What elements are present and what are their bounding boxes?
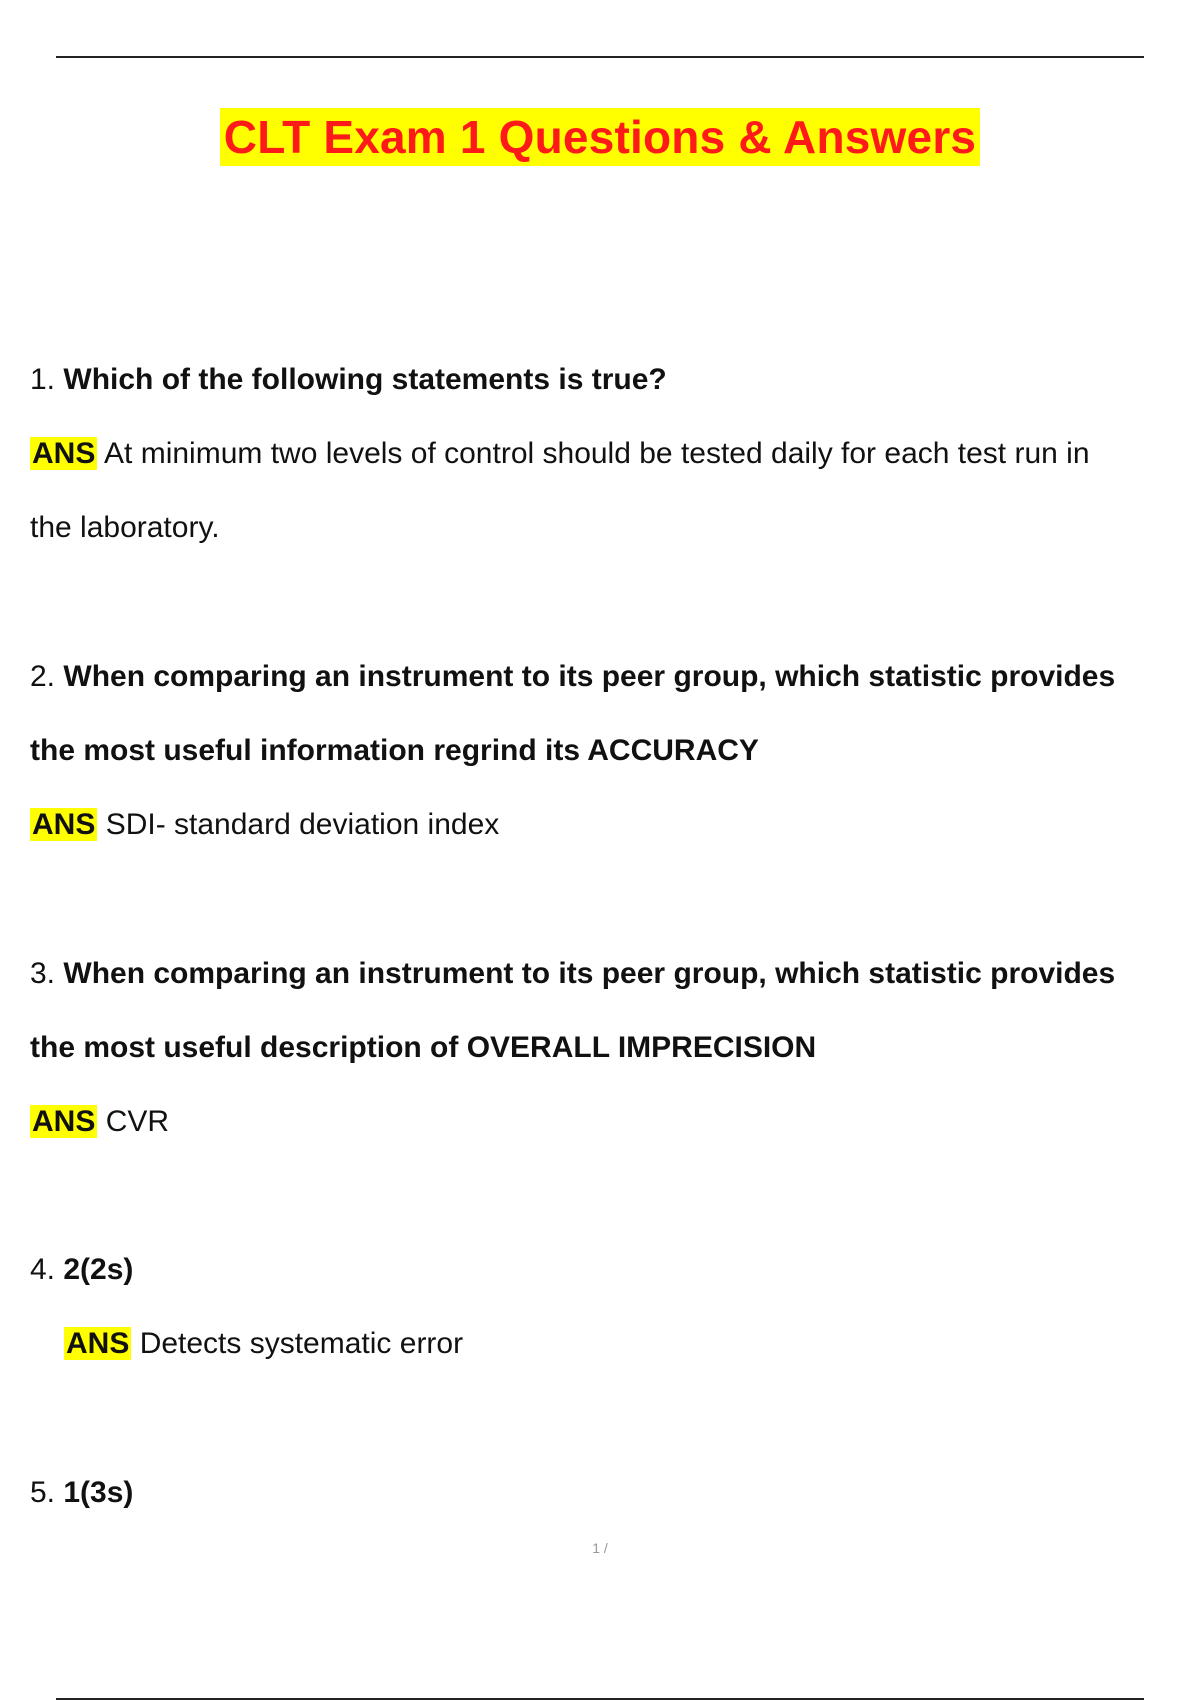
question-text: When comparing an instrument to its peer group, which statistic provides: [63, 660, 1116, 693]
answer-line: [30, 417, 1180, 491]
answer-label: ANS: [32, 1105, 96, 1138]
page-number: 1 /: [592, 1540, 608, 1556]
question-line-continued: [30, 1011, 1180, 1085]
answer-text: SDI- standard deviation index: [105, 808, 500, 841]
question-text: When comparing an instrument to its peer group, which statistic provides: [63, 957, 1116, 990]
question-text: the most useful information regrind its ACCURACY: [30, 734, 759, 767]
document-title: CLT Exam 1 Questions & Answers: [220, 108, 980, 166]
question-text: Which of the following statements is true?: [63, 363, 667, 396]
question-text: the most useful description of OVERALL IMPRECISION: [30, 1031, 817, 1064]
qa-item-4: [30, 1233, 1180, 1381]
answer-text: CVR: [105, 1105, 170, 1138]
question-text: 2(2s): [63, 1253, 134, 1286]
question-line: [30, 1233, 1180, 1307]
answer-text: At minimum two levels of control should be tested daily for each test run in: [104, 437, 1090, 470]
question-line: [30, 640, 1180, 714]
answer-label: ANS: [32, 437, 96, 470]
qa-item-2: [30, 640, 1180, 862]
qa-item-5: [30, 1456, 1180, 1530]
question-line: [30, 1456, 1180, 1530]
answer-line: [30, 788, 1180, 862]
question-line-continued: [30, 714, 1180, 788]
answer-text: Detects systematic error: [139, 1327, 464, 1360]
answer-line-continued: [30, 491, 1180, 565]
qa-item-3: [30, 937, 1180, 1159]
question-line: [30, 937, 1180, 1011]
question-line: [30, 343, 1180, 417]
question-text: 1(3s): [63, 1476, 134, 1509]
answer-text: the laboratory.: [30, 511, 220, 544]
question-number: 4.: [30, 1253, 56, 1286]
title-container: [0, 108, 1200, 166]
question-number: 1.: [30, 363, 56, 396]
answer-line: [30, 1085, 1180, 1159]
question-number: 5.: [30, 1476, 56, 1509]
answer-label: ANS: [66, 1327, 130, 1360]
qa-item-1: [30, 343, 1180, 565]
answer-line: [30, 1307, 1180, 1381]
top-rule: [56, 56, 1144, 58]
answer-label: ANS: [32, 808, 96, 841]
question-number: 2.: [30, 660, 56, 693]
question-number: 3.: [30, 957, 56, 990]
